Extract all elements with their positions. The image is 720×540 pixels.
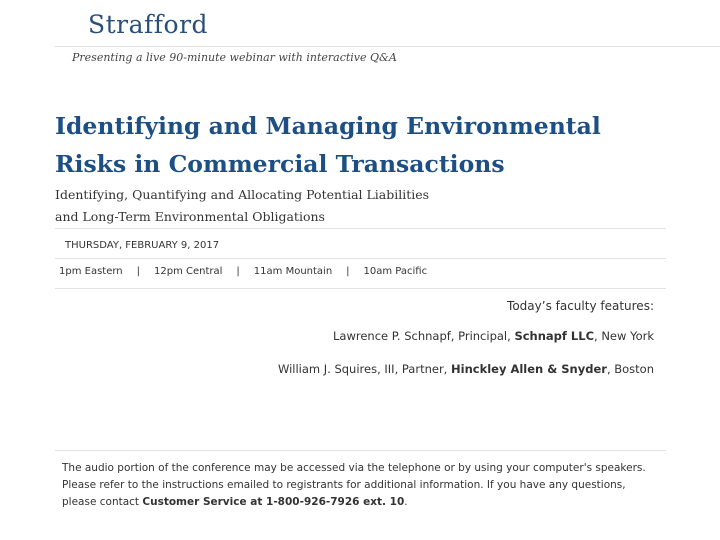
- divider-3: [55, 288, 666, 289]
- divider-1: [55, 228, 666, 229]
- speaker-2-city: , Boston: [606, 362, 654, 376]
- divider-2: [55, 258, 666, 259]
- speaker-1-city: , New York: [594, 329, 654, 343]
- subtitle-line-1: Identifying, Quantifying and Allocating Potential Liabilities: [55, 187, 430, 202]
- strafford-logo: Strafford: [88, 10, 209, 39]
- time-zones: [59, 266, 427, 277]
- time-separator: |: [236, 266, 240, 277]
- speaker-1-name-title: Lawrence P. Schnapf, Principal,: [333, 329, 515, 343]
- tagline: Presenting a live 90-minute webinar with interactive Q&A: [72, 51, 397, 64]
- customer-service-contact: Customer Service at 1-800-926-7926 ext. 10: [142, 496, 405, 508]
- time-central: 12pm Central: [154, 266, 223, 277]
- speaker-1-firm: Schnapf LLC: [514, 329, 595, 343]
- time-mountain: 11am Mountain: [253, 266, 333, 277]
- speaker-2-firm: Hinckley Allen & Snyder: [451, 362, 607, 376]
- time-separator: |: [136, 266, 141, 277]
- webinar-title: [55, 107, 675, 183]
- footer-period: .: [404, 496, 408, 508]
- speaker-2-name-title: William J. Squires, III, Partner,: [277, 362, 451, 376]
- time-separator: |: [346, 266, 350, 277]
- speaker-2: [278, 362, 654, 376]
- time-eastern: 1pm Eastern: [59, 266, 123, 277]
- header-divider: [55, 46, 720, 47]
- webinar-subtitle: [55, 184, 575, 228]
- divider-4: [55, 450, 666, 451]
- faculty-intro: Today’s faculty features:: [507, 299, 654, 313]
- title-line-2: Risks in Commercial Transactions: [55, 150, 505, 178]
- audio-instructions: [62, 460, 652, 511]
- subtitle-line-2: and Long-Term Environmental Obligations: [55, 209, 325, 224]
- audio-instructions-text: The audio portion of the conference may be accessed via the telephone or by using your computer's speakers. Please refer to the instructions emailed to registrants for additional information. If you have any questions, please contact: [62, 462, 646, 508]
- speaker-1: [333, 329, 654, 343]
- webinar-date: THURSDAY, FEBRUARY 9, 2017: [65, 240, 220, 251]
- title-line-1: Identifying and Managing Environmental: [55, 112, 601, 140]
- time-pacific: 10am Pacific: [363, 266, 428, 277]
